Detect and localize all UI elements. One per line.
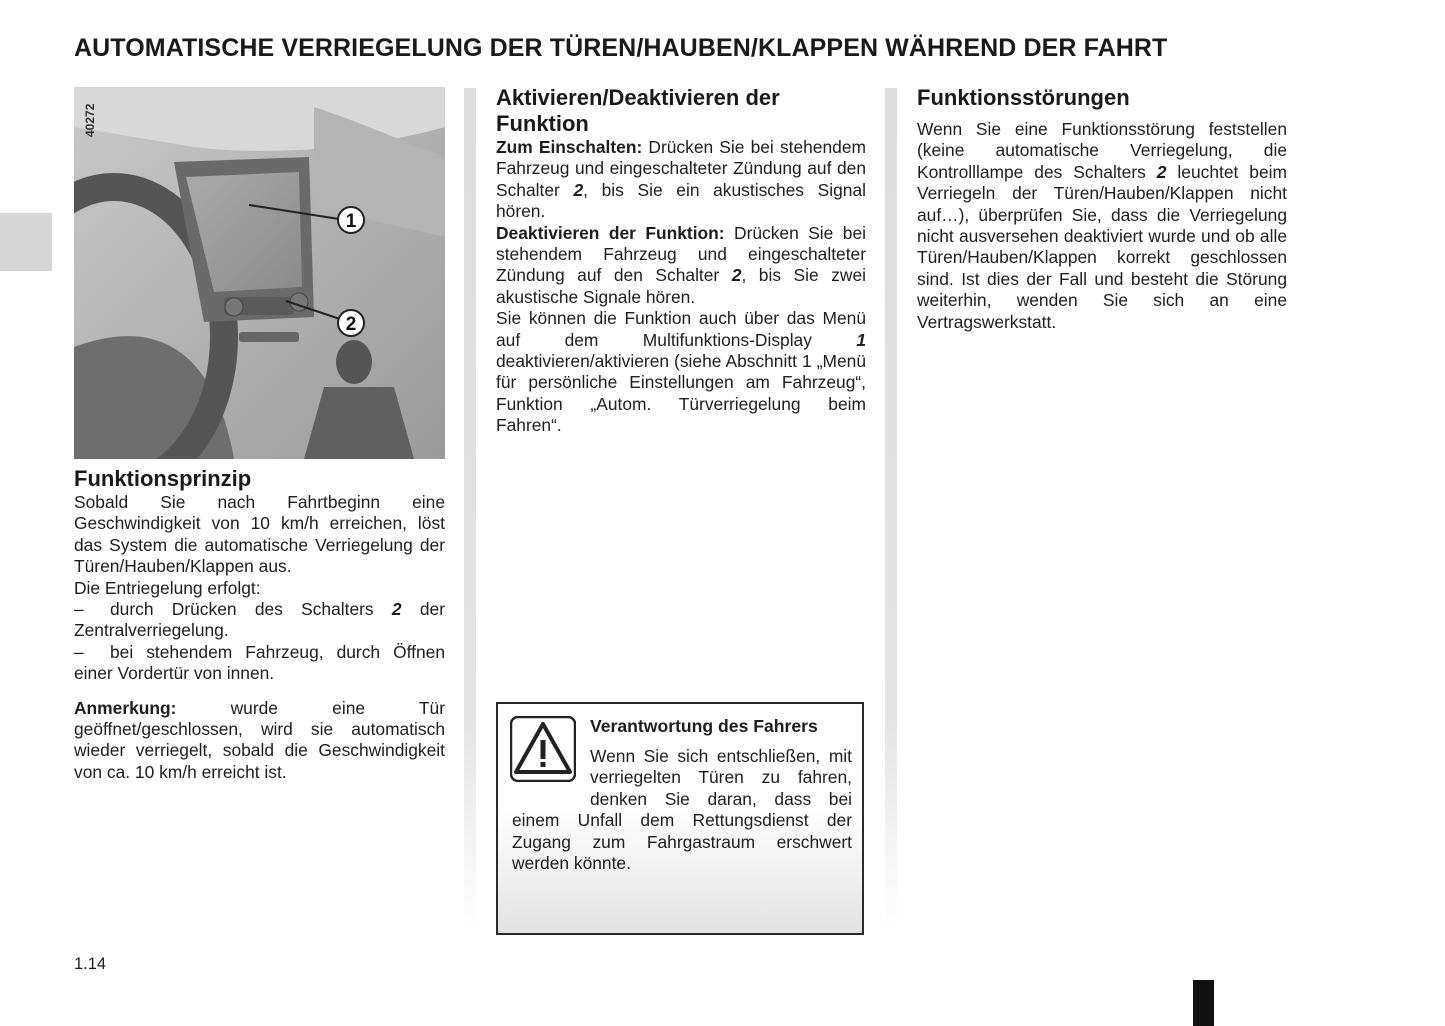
dashboard-illustration: [74, 87, 445, 459]
switch-number: 2: [1156, 161, 1167, 182]
stoerungen-text: leuchtet beim Verriegeln der Türen/Hauben/Klappen nicht auf…), überprüfen Sie, dass die Verriegelung nicht ausversehen deaktiviert wurde und ob alle Türen/Hauben/Klappen korrekt geschlossen sind. Ist dies der Fall und besteht die Störung weiterhin, wenden Sie sich an eine Vertragswerkstatt.: [917, 161, 1287, 332]
stoerungen-text: Wenn Sie eine Funktionsstörung feststellen (keine automatische Verriegelung, die Kontrolllampe des Schalters: [917, 119, 1287, 182]
entriegelung-intro: Die Entriegelung erfolgt:: [74, 577, 261, 598]
deaktivieren-text: Drücken Sie bei stehendem Fahrzeug und eingeschalteter Zündung auf den Schalter: [496, 222, 866, 286]
column-divider: [885, 88, 897, 933]
column-aktivieren: [496, 85, 866, 437]
switch-number: 2: [731, 265, 742, 286]
warning-body: [512, 746, 852, 874]
section-tab-marker: [0, 213, 52, 271]
menu-text: deaktivieren/aktivieren (siehe Abschnitt 1 „Menü für persönliche Einstellungen am Fahrzeug“, Funktion „Autom. Türverriegelung beim Fahren“.: [496, 351, 866, 436]
deaktivieren-text: , bis Sie zwei akustische Signale hören.: [496, 265, 867, 307]
display-number: 1: [856, 329, 866, 350]
stoerungen-heading: Funktionsstörungen: [917, 85, 1130, 110]
figure-ref-code: 40272: [83, 103, 97, 137]
switch-number: 2: [391, 599, 402, 620]
einschalten-label: Zum Einschalten:: [496, 137, 643, 157]
list-item: [74, 599, 445, 642]
dashboard-photo: [74, 87, 445, 459]
list-text: bei stehendem Fahrzeug, durch Öffnen einer Vordertür von innen.: [74, 641, 445, 684]
menu-text: Sie können die Funktion auch über das Menü auf dem Multifunktions-Display: [496, 308, 866, 350]
column-funktionsprinzip: [74, 466, 445, 783]
deaktivieren-label: Deaktivieren der Funktion:: [496, 222, 725, 243]
warning-text: Wenn Sie sich entschließen, mit verriegelten Türen zu fahren, denken Sie daran, dass bei einem Unfall dem Rettungsdienst der Zugang zum Fahrgastraum erschwert werden könnte.: [512, 746, 852, 874]
page-title: AUTOMATISCHE VERRIEGELUNG DER TÜREN/HAUBEN/KLAPPEN WÄHREND DER FAHRT: [74, 34, 1168, 62]
bullet-dash: –: [74, 641, 84, 662]
list-text: der Zentralverriegelung.: [74, 599, 445, 641]
aktivieren-heading: Aktivieren/Deaktivieren der Funktion: [496, 85, 780, 136]
einschalten-paragraph: [496, 137, 866, 223]
warning-title: Verantwortung des Fahrers: [590, 716, 818, 736]
note-text: wurde eine Tür geöffnet/geschlossen, wird sie automatisch wieder verriegelt, sobald die Geschwindigkeit von ca. 10 km/h erreicht ist.: [74, 697, 445, 782]
callout-1: 1: [345, 211, 357, 232]
menu-paragraph: [496, 308, 866, 436]
warning-box: [496, 702, 864, 935]
prinzip-paragraph: Sobald Sie nach Fahrtbeginn eine Geschwindigkeit von 10 km/h erreichen, löst das System die automatische Verriegelung der Türen/Hauben/Klappen aus.: [74, 492, 445, 577]
switch-number: 2: [573, 179, 584, 200]
einschalten-text: , bis Sie ein akustisches Signal hören.: [496, 179, 866, 222]
column-stoerungen: [917, 85, 1287, 333]
deaktivieren-paragraph: [496, 223, 866, 309]
funktionsprinzip-heading: Funktionsprinzip: [74, 466, 252, 491]
list-text: durch Drücken des Schalters: [110, 599, 392, 620]
bullet-dash: –: [74, 599, 84, 620]
page-number: 1.14: [74, 955, 107, 973]
list-item: [74, 642, 445, 685]
note-paragraph: [74, 698, 445, 784]
edge-marker: [1193, 980, 1214, 1026]
einschalten-text: Drücken Sie bei stehendem Fahrzeug und eingeschalteter Zündung auf den Schalter: [496, 137, 866, 200]
stoerungen-paragraph: [917, 119, 1287, 333]
note-label: Anmerkung:: [74, 697, 177, 718]
callout-2: 2: [345, 314, 357, 335]
column-divider: [464, 88, 476, 933]
